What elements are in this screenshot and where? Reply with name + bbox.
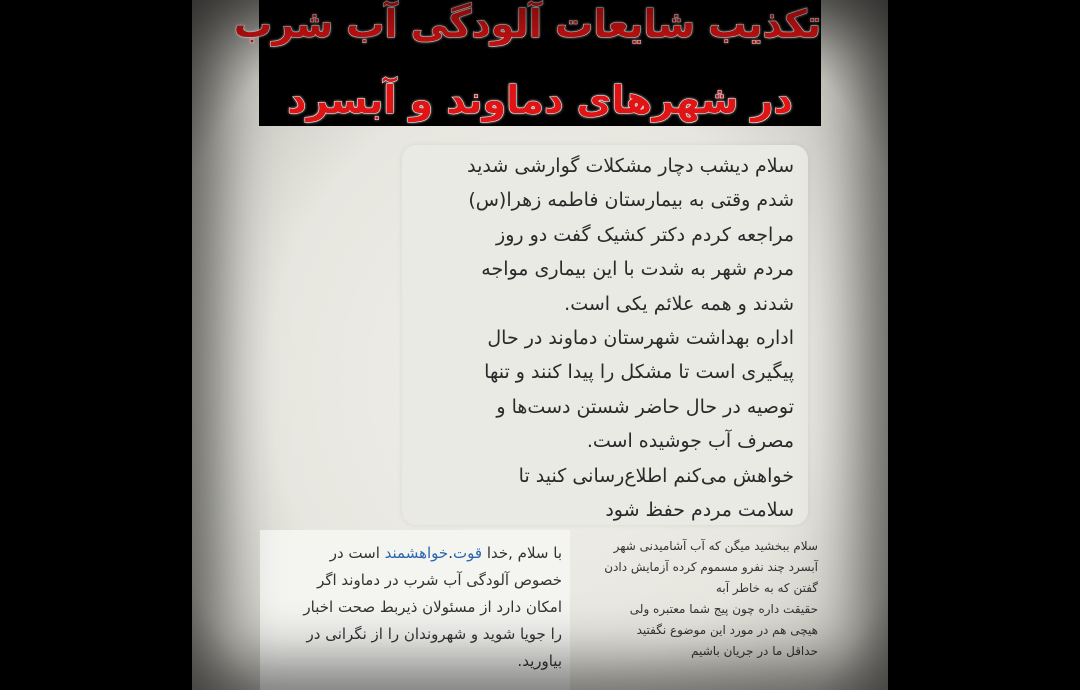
reply-comment-right xyxy=(578,532,818,682)
hashtag-link-1[interactable]: قوت xyxy=(453,544,483,562)
message-line: خواهش می‌کنم اطلاع‌رسانی کنید تا xyxy=(518,464,794,487)
post-image xyxy=(192,0,888,690)
message-line: مصرف آب جوشیده است. xyxy=(586,430,794,453)
reply-left-line xyxy=(262,540,562,567)
reply-left-greeting: با سلام ,خدا xyxy=(486,544,562,562)
message-line: سلامت مردم حفظ شود xyxy=(605,499,794,522)
reply-right-line: حداقل ما در جریان باشیم xyxy=(691,644,818,658)
message-line: اداره بهداشت شهرستان دماوند در حال xyxy=(487,327,794,350)
reply-left-text xyxy=(262,540,562,675)
link-separator: . xyxy=(448,544,453,562)
reply-comment-left xyxy=(260,530,570,690)
reply-left-line: امکان دارد از مسئولان ذیربط صحت اخبار xyxy=(303,598,562,616)
message-line: توصیه در حال حاضر شستن دست‌ها و xyxy=(496,395,794,418)
hashtag-link-2[interactable]: خواهشمند xyxy=(384,544,449,562)
reply-left-continuation: است در xyxy=(329,544,380,562)
reply-right-line: آبسرد چند نفرو مسموم کرده آزمایش دادن xyxy=(604,560,818,574)
title-banner xyxy=(233,0,821,126)
message-line: مراجعه کردم دکتر کشیک گفت دو روز xyxy=(496,223,794,246)
reply-right-line: گفتن که به خاطر آبه xyxy=(715,581,818,595)
reply-right-line: حقیقت داره چون پیج شما معتبره ولی xyxy=(629,602,818,616)
message-line: مردم شهر به شدت با این بیماری مواجه xyxy=(481,258,794,281)
title-line-2: در شهرهای دماوند و آبسرد xyxy=(287,78,793,122)
message-bubble xyxy=(402,145,808,525)
message-line: سلام دیشب دچار مشکلات گوارشی شدید xyxy=(467,155,794,177)
message-line: شدند و همه علائم یکی است. xyxy=(564,292,794,315)
message-line: پیگیری است تا مشکل را پیدا کنند و تنها xyxy=(484,361,794,384)
reply-right-text xyxy=(578,536,818,662)
reply-left-line: بیاورید. xyxy=(517,652,562,670)
message-line: شدم وقتی به بیمارستان فاطمه زهرا(س) xyxy=(468,189,794,212)
title-line-1: تکذیب شایعات آلودگی آب شرب xyxy=(233,2,821,46)
message-text xyxy=(404,149,794,527)
reply-left-line: را جویا شوید و شهروندان را از نگرانی در xyxy=(306,625,562,643)
reply-left-line: خصوص آلودگی آب شرب در دماوند اگر xyxy=(317,571,562,589)
reply-right-line: هیچی هم در مورد این موضوع نگفتید xyxy=(636,623,818,637)
reply-right-line: سلام ببخشید میگن که آب آشامیدنی شهر xyxy=(613,539,818,553)
